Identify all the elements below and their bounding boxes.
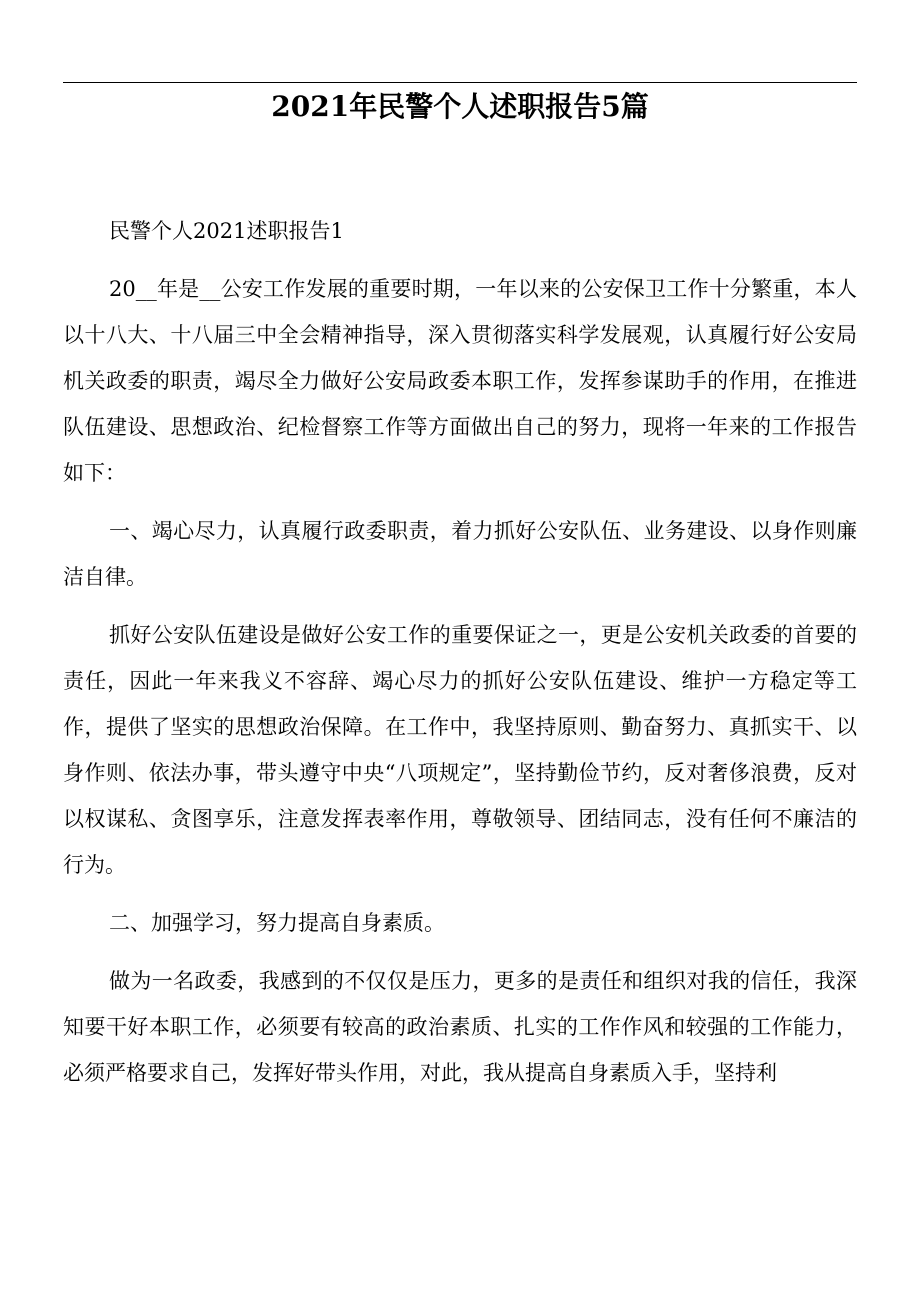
paragraph-gap xyxy=(63,496,857,508)
paragraph-gap xyxy=(63,888,857,900)
section-heading-one: 一、竭心尽力，认真履行政委职责，着力抓好公安队伍、业务建设、以身作则廉洁自律。 xyxy=(63,519,857,589)
paragraph-gap xyxy=(63,946,857,958)
paragraph-team-building: 抓好公安队伍建设是做好公安工作的重要保证之一，更是公安机关政委的首要的责任，因此一年来我义不容辞、竭心尽力的抓好公安队伍建设、维护一方稳定等工作，提供了坚实的思想政治保障。在工作中，我坚持原则、勤奋努力、真抓实干、以身作则、依法办事，带头遵守中央“八项规定”，坚持勤俭节约，反对奢侈浪费，反对以权谋私、贪图享乐，注意发挥表率作用，尊敬领导、团结同志，没有任何不廉洁的行为。 xyxy=(63,623,857,877)
section-heading-two: 二、加强学习，努力提高自身素质。 xyxy=(109,911,445,935)
header-rule xyxy=(63,82,857,83)
section-heading-report-1: 民警个人2021述职报告1 xyxy=(109,219,344,243)
paragraph-study: 做为一名政委，我感到的不仅仅是压力，更多的是责任和组织对我的信任，我深知要干好本职工作，必须要有较高的政治素质、扎实的工作作风和较强的工作能力，必须严格要求自己，发挥好带头作用，对此，我从提高自身素质入手，坚持利 xyxy=(63,969,857,1085)
paragraph-gap xyxy=(63,254,857,266)
document-body xyxy=(63,208,857,1096)
paragraph-gap xyxy=(63,600,857,612)
document-title: 2021年民警个人述职报告5篇 xyxy=(271,90,649,123)
paragraph-intro: 20__年是__公安工作发展的重要时期，一年以来的公安保卫工作十分繁重，本人以十八大、十八届三中全会精神指导，深入贯彻落实科学发展观，认真履行好公安局机关政委的职责，竭尽全力做好公安局政委本职工作，发挥参谋助手的作用，在推进队伍建设、思想政治、纪检督察工作等方面做出自己的努力，现将一年来的工作报告如下： xyxy=(63,277,857,485)
